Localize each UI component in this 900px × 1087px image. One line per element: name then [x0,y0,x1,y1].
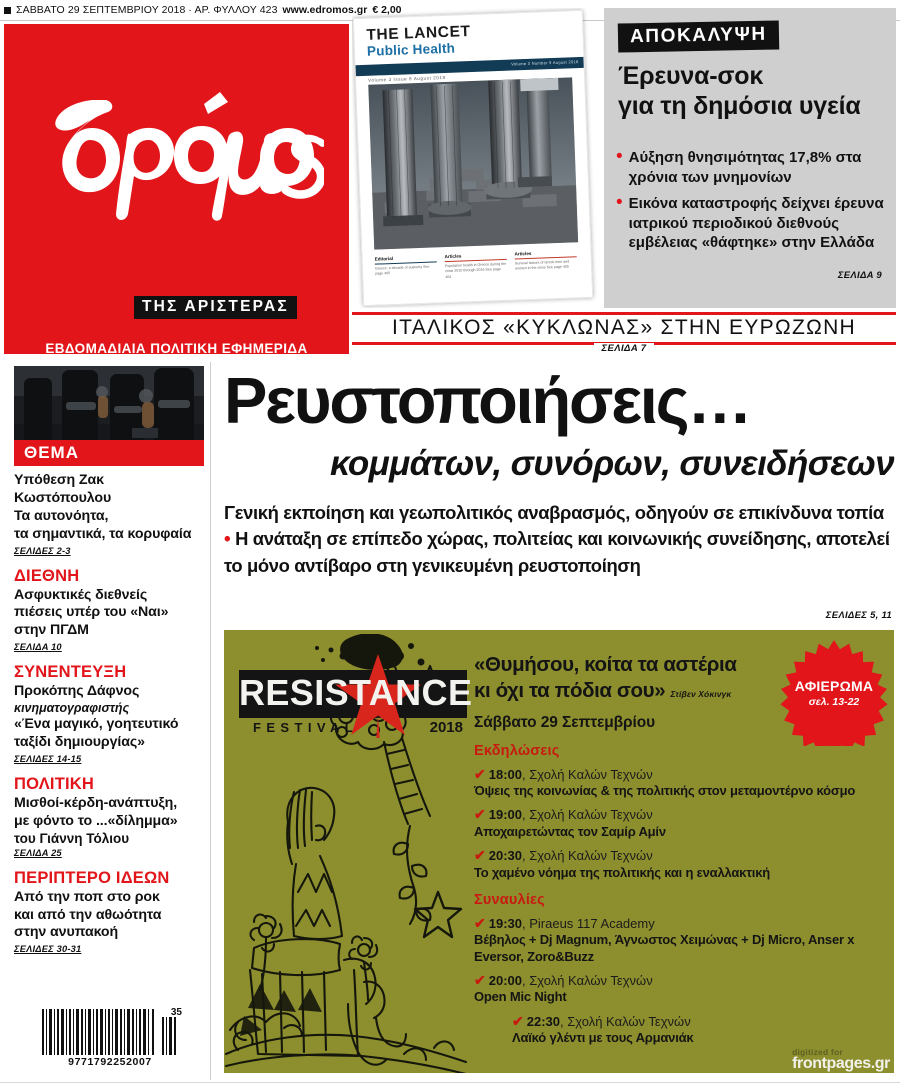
reveal-tag: ΑΠΟΚΑΛΥΨΗ [618,20,779,52]
sidebar-item-periptero[interactable] [14,869,204,955]
lancet-footer-heading: Articles [444,253,462,260]
lancet-footer-col [445,252,508,280]
lancet-title: THE LANCET [366,23,471,44]
lancet-volume-line: Volume 3 Issue 8 August 2018 [367,74,446,83]
festival-section-title: Συναυλίες [474,891,545,908]
festival-year: 2018 [429,719,463,736]
event-description: Το χαμένο νόημα της πολιτικής και η εναλλακτική [474,864,770,880]
lancet-footer-heading: Editorial [374,255,394,262]
event-venue: Σχολή Καλών Τεχνών [529,766,653,782]
masthead-date: ΣΑΒΒΑΤΟ 29 ΣΕΠΤΕΜΒΡΙΟΥ 2018 · ΑΡ. ΦΥΛΛΟΥ 423 [16,4,278,16]
reveal-page-ref: ΣΕΛΙΔΑ 9 [837,270,882,281]
list-item[interactable] [474,915,874,965]
barcode-bars [40,1009,180,1055]
sidebar-item-line: Ασφυκτικές διεθνείς [14,586,148,603]
event-time-venue: ✔ 19:30, Piraeus 117 Academy [474,914,655,931]
sidebar-item-role: κινηματογραφιστής [14,701,130,716]
sidebar-item-line: και από την αθωότητα [14,906,162,923]
sidebar-item-synentefxi[interactable] [14,663,204,764]
sidebar-item-line: Από την ποπ στο ροκ [14,888,160,905]
page-title: Ρευστοποιήσεις… [224,364,751,437]
sidebar-item-kicker: ΠΟΛΙΤΙΚΗ [14,774,94,793]
list-item[interactable] [474,766,874,800]
reveal-box [604,8,896,308]
festival-poster [224,630,894,1073]
event-description: Βέβηλος + Dj Magnum, Άγνωστος Χειμώνας + Dj Micro, Anser x Eversor, Zoro&Buzz [474,932,855,964]
badge-pages: σελ. 13-22 [808,696,860,708]
festival-word: FESTIVAL [253,720,359,735]
lede-separator-dot: • [224,529,231,551]
sidebar-item-line: Υπόθεση Ζακ Κωστόπουλου [14,472,112,506]
sidebar-item-line: Τα αυτονόητα, [14,507,109,524]
page-subtitle: κομμάτων, συνόρων, συνειδήσεων [329,444,894,483]
event-time: 19:00 [488,807,522,823]
list-item [616,148,888,187]
lancet-masthead [366,24,471,59]
lancet-footer-text: Survival factors of Greek men and women in the crisis See page 405 [514,259,570,271]
page-bottom-rule [0,1082,900,1087]
lancet-photo-columns [367,74,578,249]
barcode-number: 9771792252007 [68,1056,152,1068]
festival-quote-line2: κι όχι τα πόδια σου» [474,678,666,702]
list-item[interactable] [474,847,874,881]
check-icon: ✔ [512,1012,524,1029]
event-time: 20:30 [488,848,522,864]
lede-paragraph [224,500,894,580]
sidebar-item-pages: ΣΕΛΙΔΑ 25 [14,847,62,858]
list-item[interactable] [474,806,874,840]
event-venue: Piraeus 117 Academy [529,915,655,931]
lancet-footer-text: Population health in Greece during the crisis 2010 through 2016 See page 404 [444,261,507,279]
reveal-headline-line1: Έρευνα-σοκ [618,62,764,90]
event-venue: Σχολή Καλών Τεχνών [529,807,653,823]
event-time-venue: ✔ 18:00, Σχολή Καλών Τεχνών [474,765,653,782]
event-time-venue: ✔ 22:30, Σχολή Καλών Τεχνών [512,1012,691,1029]
lede-part2: Η ανάταξη σε επίπεδο χώρας, πολιτείας και κοινωνικής συνείδησης, αποτελεί το μόνο αντίβαρο στη γενικευμένη ρευστοποίηση [224,528,890,577]
event-time: 22:30 [526,1013,560,1029]
masthead-price: € 2,00 [372,4,402,16]
sidebar-item-diethni[interactable] [14,567,204,653]
thema-label: ΘΕΜΑ [14,440,204,466]
italy-banner [352,312,896,356]
logo-wordmark [34,82,324,222]
sidebar-item-name: Προκόπης Δάφνος [14,683,140,700]
status-badge[interactable] [780,638,888,746]
reveal-headline [618,62,888,121]
lancet-footer-col [375,254,438,282]
masthead-website[interactable]: www.edromos.gr [282,4,368,16]
sidebar-item-line: Μισθοί-κέρδη-ανάπτυξη, [14,794,178,811]
lancet-band [356,57,584,76]
check-icon: ✔ [474,806,486,823]
check-icon: ✔ [474,971,486,988]
sidebar-item-kicker: ΠΕΡΙΠΤΕΡΟ ΙΔΕΩΝ [14,868,170,887]
festival-section-title: Εκδηλώσεις [474,742,560,759]
event-venue: Σχολή Καλών Τεχνών [529,848,653,864]
logo-subtitle: ΤΗΣ ΑΡΙΣΤΕΡΑΣ [134,296,297,319]
resistance-wordmark: RESISTANCE [239,672,473,713]
logo-flag [4,24,349,354]
banner-rule-top [352,312,896,315]
event-description: Open Mic Night [474,989,567,1005]
lancet-footer-col [514,249,577,277]
lancet-footer-text: Greece: a decade of austerity See page 405 [374,264,430,276]
watermark [792,1047,890,1071]
banner-page-ref-wrap [352,338,896,356]
event-description: Όψεις της κοινωνίας & της πολιτικής στον μεταμοντέρνο κόσμο [474,783,856,799]
event-time: 18:00 [488,766,522,782]
sidebar-item-pages: ΣΕΛΙΔΕΣ 30-31 [14,944,82,955]
bullet-dot-icon: • [616,146,623,167]
list-item[interactable] [512,1013,874,1047]
event-venue: Σχολή Καλών Τεχνών [567,1013,691,1029]
sidebar-item-kicker: ΔΙΕΘΝΗ [14,566,80,585]
event-time-venue: ✔ 20:00, Σχολή Καλών Τεχνών [474,971,653,988]
barcode [40,1009,180,1068]
sidebar-item-byline: του Γιάννη Τόλιου [14,830,130,846]
event-time-venue: ✔ 19:00, Σχολή Καλών Τεχνών [474,806,653,823]
bullet-dot-icon: • [616,192,623,213]
festival-quote-attribution: Στίβεν Χόκινγκ [670,688,732,699]
reveal-headline-line2: για τη δημόσια υγεία [618,91,861,120]
lede-page-ref: ΣΕΛΙΔΕΣ 5, 11 [825,610,892,621]
badge-title: ΑΦΙΕΡΩΜΑ [794,678,874,694]
event-venue: Σχολή Καλών Τεχνών [529,972,653,988]
festival-quote-line1: «Θυμήσου, κοίτα τα αστέρια [474,653,737,676]
sidebar-item-kicker: ΣΥΝΕΝΤΕΥΞΗ [14,663,127,682]
reveal-bullet-text: Εικόνα καταστροφής δείχνει έρευνα ιατρικού περιοδικού διεθνούς εμβέλειας «θάφτηκε» στην Ελλάδα [628,195,884,251]
event-time: 20:00 [488,972,522,988]
event-description: Αποχαιρετώντας τον Σαμίρ Αμίν [474,823,666,839]
banner-page-ref: ΣΕΛΙΔΑ 7 [594,343,655,354]
watermark-line2: frontpages.gr [792,1054,890,1072]
banner-text: ΙΤΑΛΙΚΟΣ «ΚΥΚΛΩΝΑΣ» ΣΤΗΝ ΕΥΡΩΖΩΝΗ [391,316,857,339]
event-time-venue: ✔ 20:30, Σχολή Καλών Τεχνών [474,847,653,864]
sidebar-item-politiki[interactable] [14,775,204,858]
reveal-bullet-text: Αύξηση θνησιμότητας 17,8% στα χρόνια των μνημονίων [628,149,862,186]
sidebar-item-line: στην ανυπακοή [14,924,119,941]
left-sidebar [4,362,211,1080]
sidebar-item-line: με φόντο το ...«δίλημμα» [14,812,178,829]
lancet-cover-image [352,8,604,308]
watermark-line1: digitized for [792,1046,843,1057]
check-icon: ✔ [474,914,486,931]
sidebar-item-line: ταξίδι δημιουργίας» [14,734,145,751]
resistance-festival-logo [239,648,473,736]
lancet-subtitle: Public Health [366,40,456,60]
lancet-footer [375,249,580,282]
reveal-bullet-list [616,148,888,260]
main-column [218,362,896,1080]
festival-date: Σάββατο 29 Σεπτεμβρίου [474,713,656,731]
barcode-issue-number: 35 [170,1007,182,1018]
check-icon: ✔ [474,847,486,864]
sidebar-item-pages: ΣΕΛΙΔΑ 10 [14,642,62,653]
square-bullet-icon [4,7,11,14]
lancet-band-note: Volume 3 Number 9 August 2018 [511,59,579,67]
lede-part1: Γενική εκποίηση και γεωπολιτικός αναβρασμός, οδηγούν σε επικίνδυνα τοπία [224,502,884,523]
sidebar-item-line: πιέσεις υπέρ του «Ναι» [14,604,169,621]
check-icon: ✔ [474,765,486,782]
sidebar-items [14,472,204,965]
logo-tagline: ΕΒΔΟΜΑΔΙΑΙΑ ΠΟΛΙΤΙΚΗ ΕΦΗΜΕΡΙΔΑ [45,341,308,356]
sidebar-item-pages: ΣΕΛΙΔΕΣ 2-3 [14,545,71,556]
list-item [616,194,888,253]
event-time: 19:30 [488,915,522,931]
sidebar-item-line: στην ΠΓΔΜ [14,622,89,639]
lancet-footer-heading: Articles [514,250,532,257]
sidebar-item-thema[interactable] [14,472,204,556]
list-item[interactable] [474,972,874,1006]
sidebar-item-line: τα σημαντικά, τα κορυφαία [14,525,192,542]
sidebar-item-line: «Ένα μαγικό, γοητευτικό [14,716,179,733]
sidebar-item-pages: ΣΕΛΙΔΕΣ 14-15 [14,753,82,764]
event-description: Λαϊκό γλέντι με τους Αρμανιάκ [512,1030,694,1046]
